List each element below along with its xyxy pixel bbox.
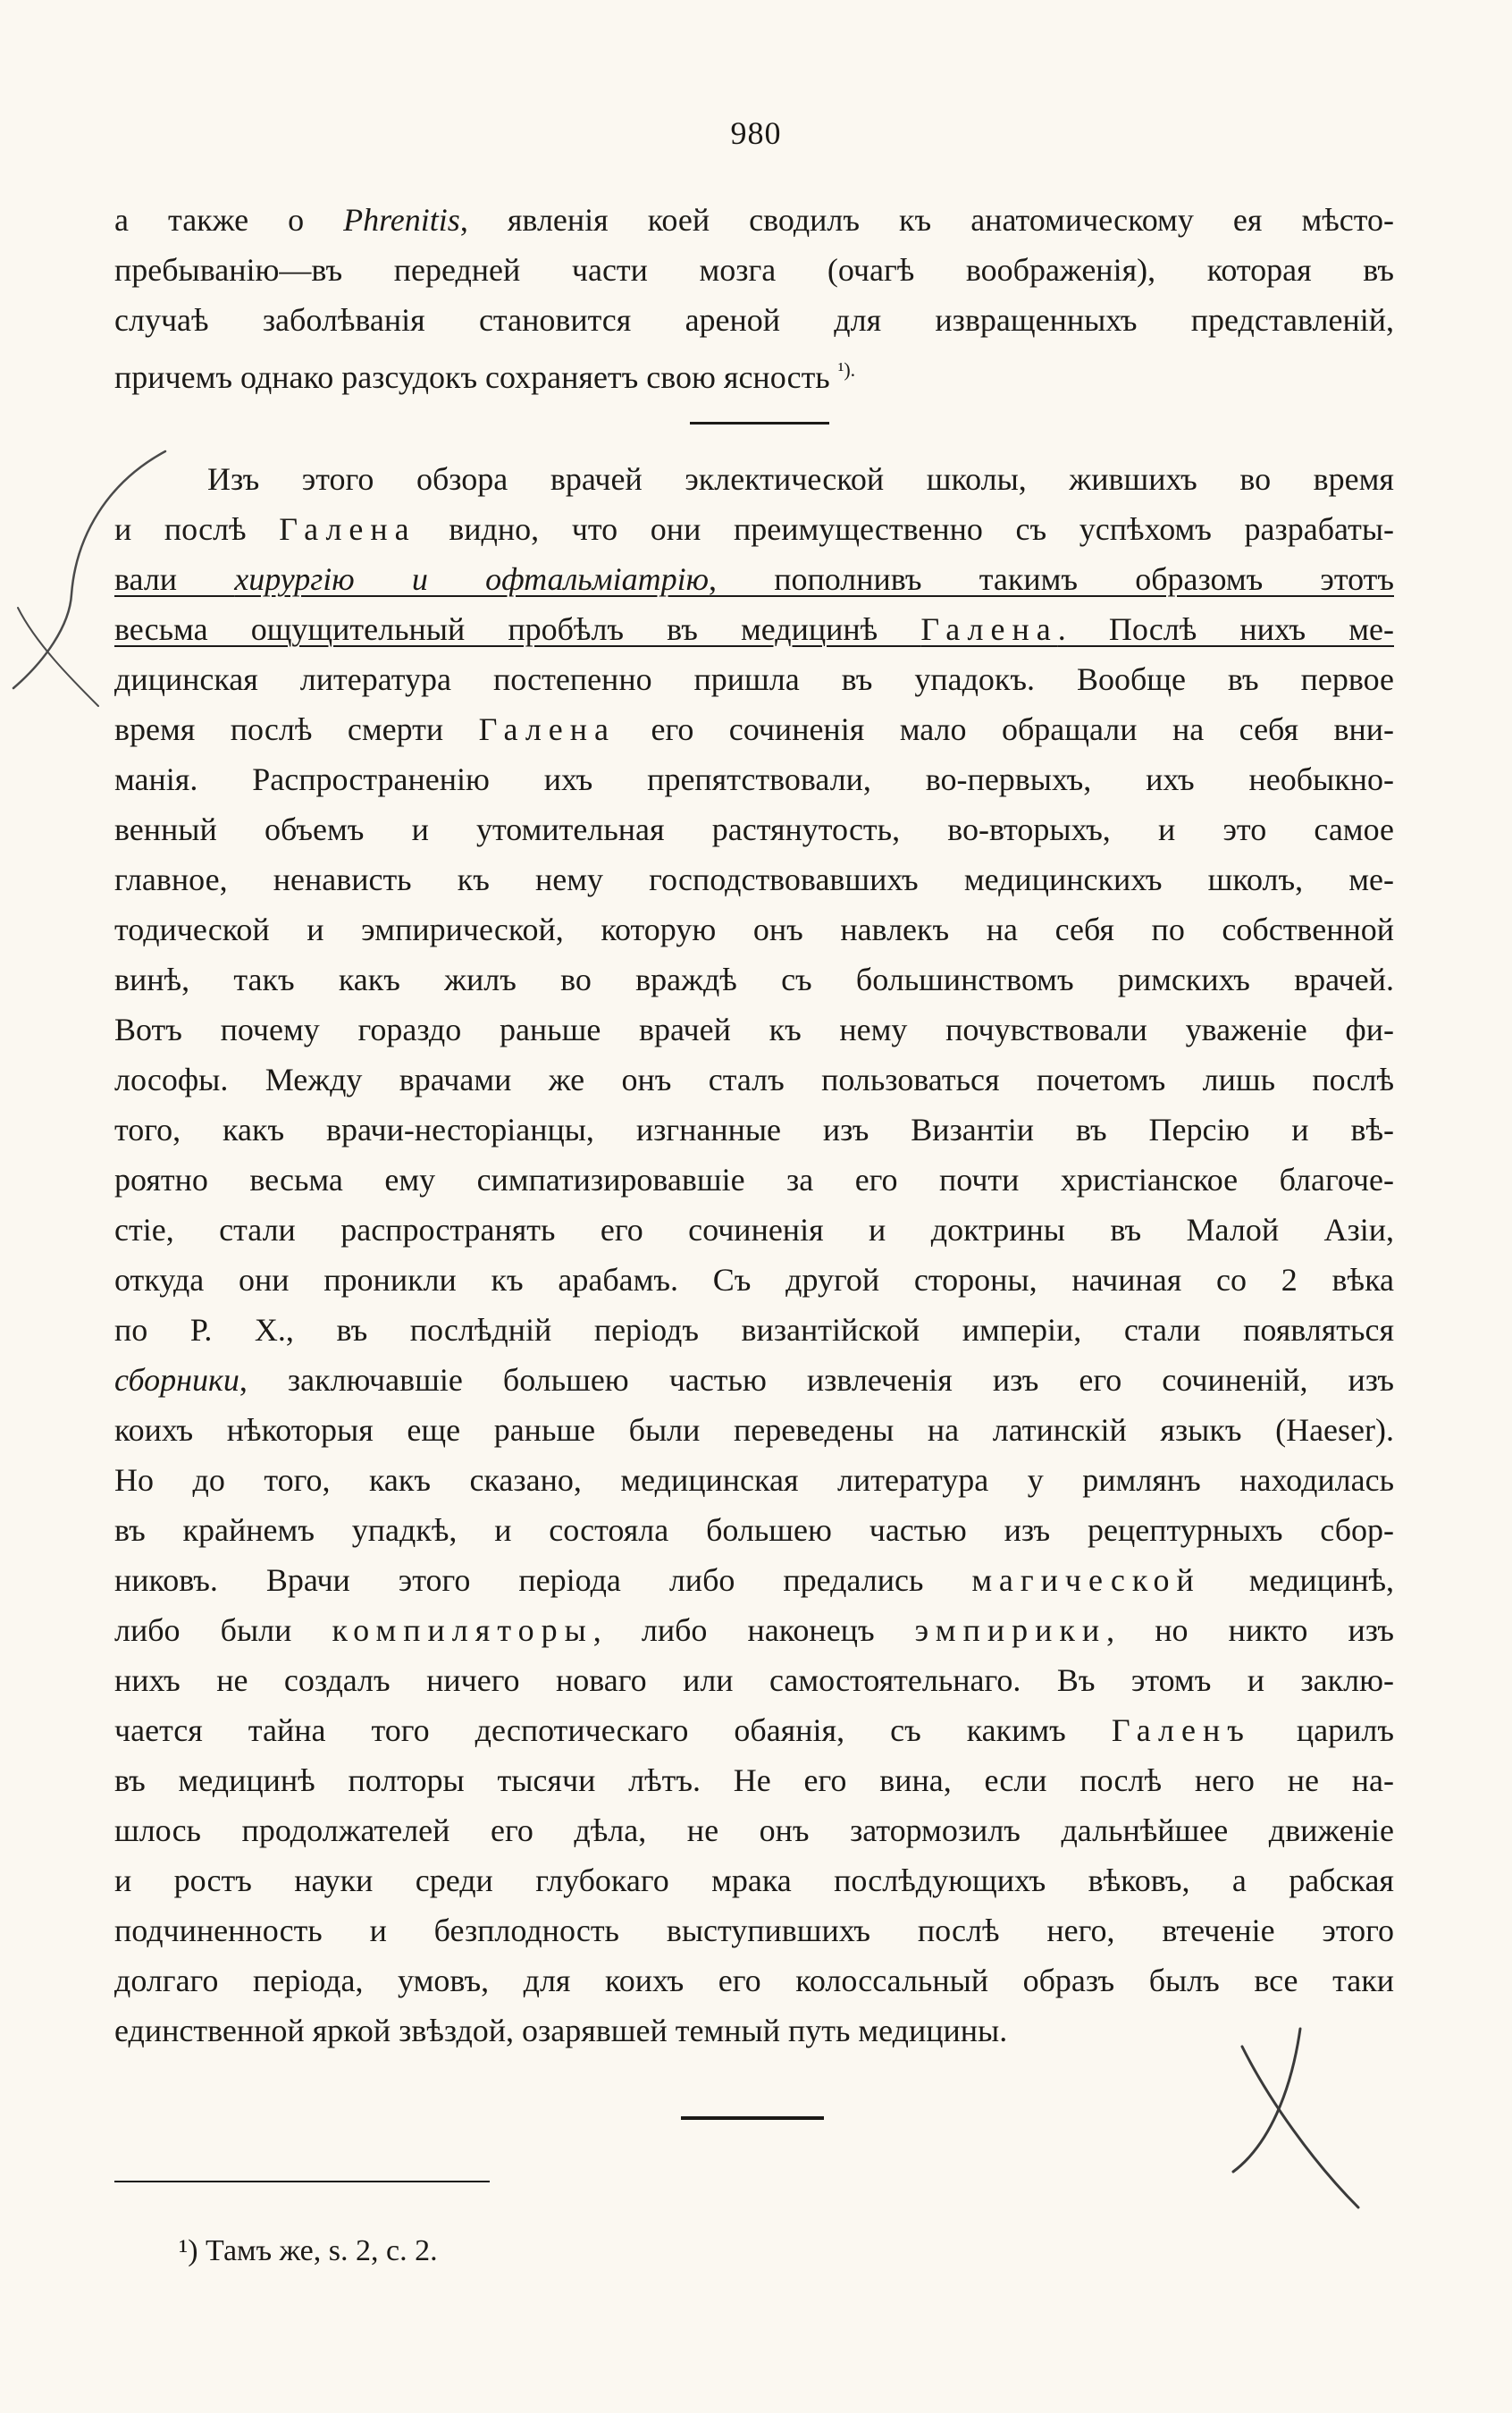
margin-cross-mark — [18, 608, 98, 706]
text-line: шлось продолжателей его дѣла, не онъ затормозилъ дальнѣйшее движеніе — [114, 1812, 1394, 1848]
end-cross-mark-a — [1242, 2047, 1358, 2207]
text-line: долгаго періода, умовъ, для коихъ его колоссальный образъ былъ все таки — [114, 1963, 1394, 1998]
text-line: вали хирургію и офтальміатрію, пополнивъ такимъ образомъ этотъ — [114, 561, 1394, 597]
text-line: весьма ощущительный пробѣлъ въ медицинѣ Галена. Послѣ нихъ ме- — [114, 611, 1394, 647]
text-line: дицинская литература постепенно пришла въ упадокъ. Вообще въ первое — [114, 661, 1394, 697]
text-line: а также о Phrenitis, явленія коей сводилъ къ анатомическому ея мѣсто- — [114, 202, 1395, 238]
text-line: Вотъ почему гораздо раньше врачей къ нему почувствовали уваженіе фи- — [114, 1012, 1394, 1047]
text-line: время послѣ смерти Галена его сочиненія мало обращали на себя вни- — [114, 711, 1395, 747]
text-line: либо были компиляторы, либо наконецъ эмпирики, но никто изъ — [114, 1612, 1395, 1648]
text-line: никовъ. Врачи этого періода либо предались магической медицинѣ, — [114, 1562, 1395, 1598]
text-line: того, какъ врачи-несторіанцы, изгнанные изъ Византіи въ Персію и вѣ- — [114, 1112, 1394, 1148]
text-line: нихъ не создалъ ничего новаго или самостоятельнаго. Въ этомъ и заклю- — [114, 1662, 1394, 1698]
text-line: сборники, заключавшіе большею частью извлеченія изъ его сочиненій, изъ — [114, 1362, 1394, 1398]
text-line: винѣ, такъ какъ жилъ во враждѣ съ большинствомъ римскихъ врачей. — [114, 962, 1394, 997]
end-divider — [681, 2116, 824, 2120]
text-line: Но до того, какъ сказано, медицинская литература у римлянъ находилась — [114, 1462, 1394, 1498]
text-line: случаѣ заболѣванія становится ареной для извращенныхъ представленій, — [114, 302, 1394, 338]
text-line: главное, ненависть къ нему господствовавшихъ медицинскихъ школъ, ме- — [114, 862, 1394, 897]
text-line: Изъ этого обзора врачей эклектической школы, жившихъ во время — [207, 461, 1394, 497]
text-line: единственной яркой звѣздой, озарявшей темный путь медицины. — [114, 2013, 1008, 2048]
footnote-reference: ¹). — [837, 358, 856, 381]
text-line: лософы. Между врачами же онъ сталъ пользоваться почетомъ лишь послѣ — [114, 1062, 1394, 1097]
text-line: причемъ однако разсудокъ сохраняетъ свою ясность $^{^1).}$ — [114, 358, 856, 395]
text-line: чается тайна того деспотическаго обаянія, съ какимъ Галенъ царилъ — [114, 1712, 1394, 1748]
text-line: и послѣ Галена видно, что они преимущественно съ успѣхомъ разрабаты- — [114, 511, 1395, 547]
text-line: подчиненность и безплодность выступившихъ послѣ него, втеченіе этого — [114, 1913, 1394, 1948]
footnote: ¹) Тамъ же, s. 2, c. 2. — [179, 2234, 438, 2267]
text-line: откуда они проникли къ арабамъ. Съ другой стороны, начиная со 2 вѣка — [114, 1262, 1394, 1298]
section-divider — [690, 422, 829, 425]
text-line: коихъ нѣкоторыя еще раньше были переведены на латинскій языкъ (Haeser). — [114, 1412, 1394, 1448]
text-line: въ крайнемъ упадкѣ, и состояла большею частью изъ рецептурныхъ сбор- — [114, 1512, 1394, 1548]
text-line: стіе, стали распространять его сочиненія и доктрины въ Малой Азіи, — [114, 1212, 1394, 1248]
text-line: роятно весьма ему симпатизировавшіе за его почти христіанское благоче- — [114, 1162, 1394, 1198]
text-line: тодической и эмпирической, которую онъ навлекъ на себя по собственной — [114, 912, 1394, 947]
text-line: въ медицинѣ полторы тысячи лѣтъ. Не его вина, если послѣ него не на- — [114, 1762, 1394, 1798]
text-line: венный объемъ и утомительная растянутость, во-вторыхъ, и это самое — [114, 811, 1394, 847]
footnote-separator — [114, 2181, 490, 2182]
text-line: манія. Распространенію ихъ препятствовали, во-первыхъ, ихъ необыкно- — [114, 761, 1394, 797]
page-number: 980 — [730, 115, 782, 151]
text-line: пребыванію—въ передней части мозга (очагѣ воображенія), которая въ — [114, 252, 1394, 288]
text-line: по Р. Х., въ послѣдній періодъ византійской имперіи, стали появляться — [114, 1312, 1394, 1348]
text-line: и ростъ науки среди глубокаго мрака послѣдующихъ вѣковъ, а рабская — [114, 1862, 1394, 1898]
